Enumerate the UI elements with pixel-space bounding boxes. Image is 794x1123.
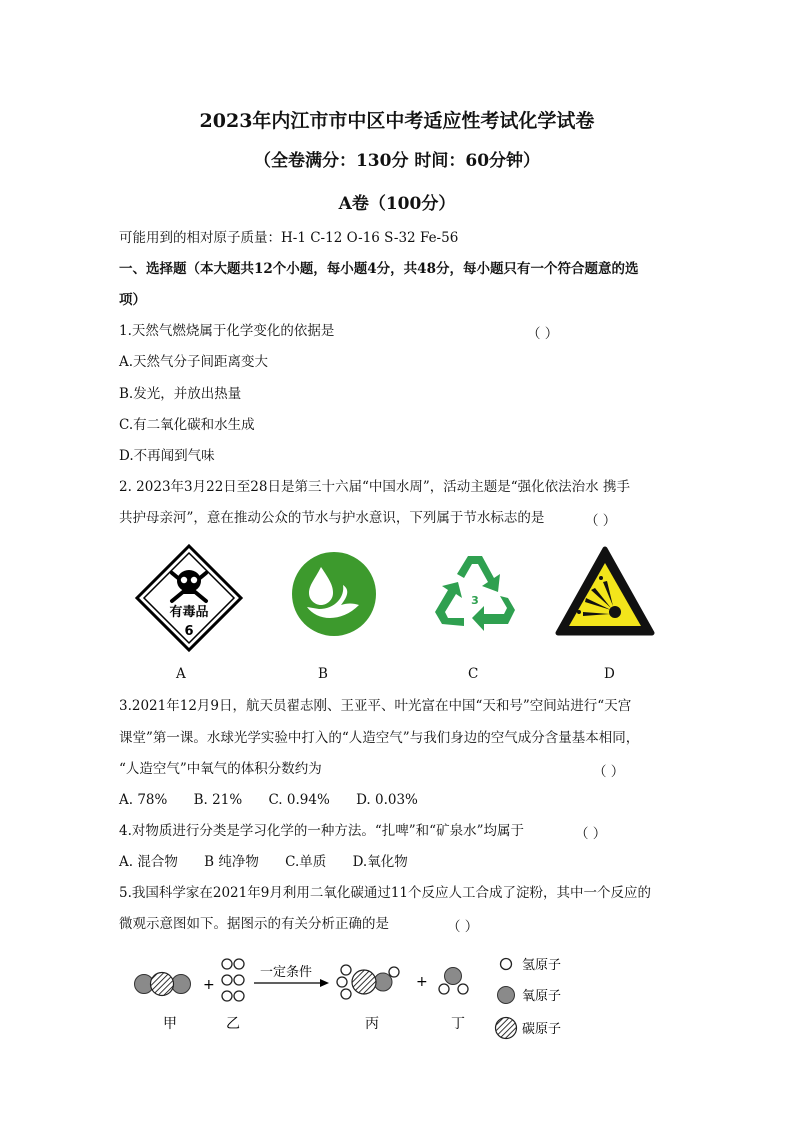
molecule-ding <box>439 968 468 995</box>
q5-stem-line1: 5.我国科学家在2021年9月利用二氧化碳通过11个反应人工合成了淀粉，其中一个反应的 <box>119 885 652 901</box>
q1-answer-paren: （ ） <box>527 326 559 342</box>
q2-stem-line1: 2. 2023年3月22日至28日是第三十六届“中国水周”，活动主题是“强化依法治水 携手 <box>119 479 630 495</box>
recycle-number: 3 <box>471 594 479 607</box>
atomic-masses: 可能用到的相对原子质量：H-1 C-12 O-16 S-32 Fe-56 <box>119 230 459 246</box>
toxic-label-text: 有毒品 <box>169 605 209 620</box>
exam-subtitle: （全卷满分：130分 时间：60分钟） <box>253 151 541 171</box>
q4-option-a: A. 混合物 <box>119 854 178 870</box>
q1-stem: 1.天然气燃烧属于化学变化的依据是 <box>119 323 335 339</box>
q3-option-a: A. 78% <box>119 792 168 808</box>
label-yi: 乙 <box>226 1016 240 1032</box>
q2-label-c: C <box>468 666 479 682</box>
toxic-class-number: 6 <box>184 624 194 639</box>
q1-option-a: A.天然气分子间距离变大 <box>119 354 269 370</box>
q2-label-a: A <box>176 666 186 682</box>
plus-sign-2: + <box>416 974 428 990</box>
part-one-heading-cont: 项） <box>119 292 146 308</box>
molecule-jia <box>135 973 191 996</box>
q3-stem-line2: 课堂”第一课。水球光学实验中打入的“人造空气”与我们身边的空气成分含量基本相同， <box>119 730 640 746</box>
plus-sign-1: + <box>203 977 215 993</box>
q5-answer-paren: （ ） <box>447 919 479 935</box>
q1-option-d: D.不再闻到气味 <box>119 448 215 464</box>
q3-option-b: B. 21% <box>193 792 243 808</box>
q2-stem-line2: 共护母亲河”，意在推动公众的节水与护水意识，下列属于节水标志的是 <box>119 510 545 526</box>
carbon-atom-icon <box>496 1018 517 1039</box>
q4-option-b: B 纯净物 <box>204 854 259 870</box>
q3-stem-line3: “人造空气”中氧气的体积分数约为 <box>119 761 322 777</box>
section-title: A卷（100分） <box>338 194 456 214</box>
q3-options <box>119 791 440 809</box>
q3-option-d: D. 0.03% <box>356 792 418 808</box>
water-saving-logo-image <box>291 551 377 637</box>
legend-carbon: 碳原子 <box>522 1022 562 1037</box>
molecule-yi <box>222 959 244 1001</box>
q3-option-c: C. 0.94% <box>268 792 330 808</box>
q3-stem-line1: 3.2021年12月9日，航天员翟志刚、王亚平、叶光富在中国“天和号”空间站进行“天宫 <box>119 698 632 714</box>
q4-answer-paren: （ ） <box>575 826 607 842</box>
label-jia: 甲 <box>163 1016 177 1032</box>
q2-answer-paren: （ ） <box>585 513 617 529</box>
reaction-diagram <box>120 948 600 1048</box>
q4-option-d: D.氧化物 <box>352 854 408 870</box>
q4-option-c: C.单质 <box>285 854 327 870</box>
hydrogen-atom-icon <box>501 959 512 970</box>
toxic-sign-image <box>134 543 244 653</box>
q1-option-c: C.有二氧化碳和水生成 <box>119 417 255 433</box>
molecule-bing <box>337 965 399 999</box>
atom-legend <box>496 958 562 1039</box>
q1-option-b: B.发光，并放出热量 <box>119 386 242 402</box>
legend-oxygen: 氧原子 <box>522 989 562 1004</box>
oxygen-atom-icon <box>498 987 515 1004</box>
legend-hydrogen: 氢原子 <box>522 958 562 973</box>
label-ding: 丁 <box>451 1016 465 1032</box>
part-one-heading: 一、选择题（本大题共12个小题，每小题4分，共48分，每小题只有一个符合题意的选 <box>119 261 639 277</box>
q4-stem: 4.对物质进行分类是学习化学的一种方法。“扎啤”和“矿泉水”均属于 <box>119 823 524 839</box>
reaction-condition: 一定条件 <box>259 965 313 980</box>
explosive-warning-image <box>555 546 655 638</box>
q2-label-d: D <box>604 666 615 682</box>
recycle-symbol-image <box>428 548 522 636</box>
q2-label-b: B <box>318 666 328 682</box>
exam-title: 2023年内江市市中区中考适应性考试化学试卷 <box>199 110 595 132</box>
label-bing: 丙 <box>365 1016 379 1032</box>
reaction-arrow-head <box>320 979 329 987</box>
q3-answer-paren: （ ） <box>593 764 625 780</box>
q5-stem-line2: 微观示意图如下。据图示的有关分析正确的是 <box>119 916 389 932</box>
q4-options <box>119 853 430 871</box>
